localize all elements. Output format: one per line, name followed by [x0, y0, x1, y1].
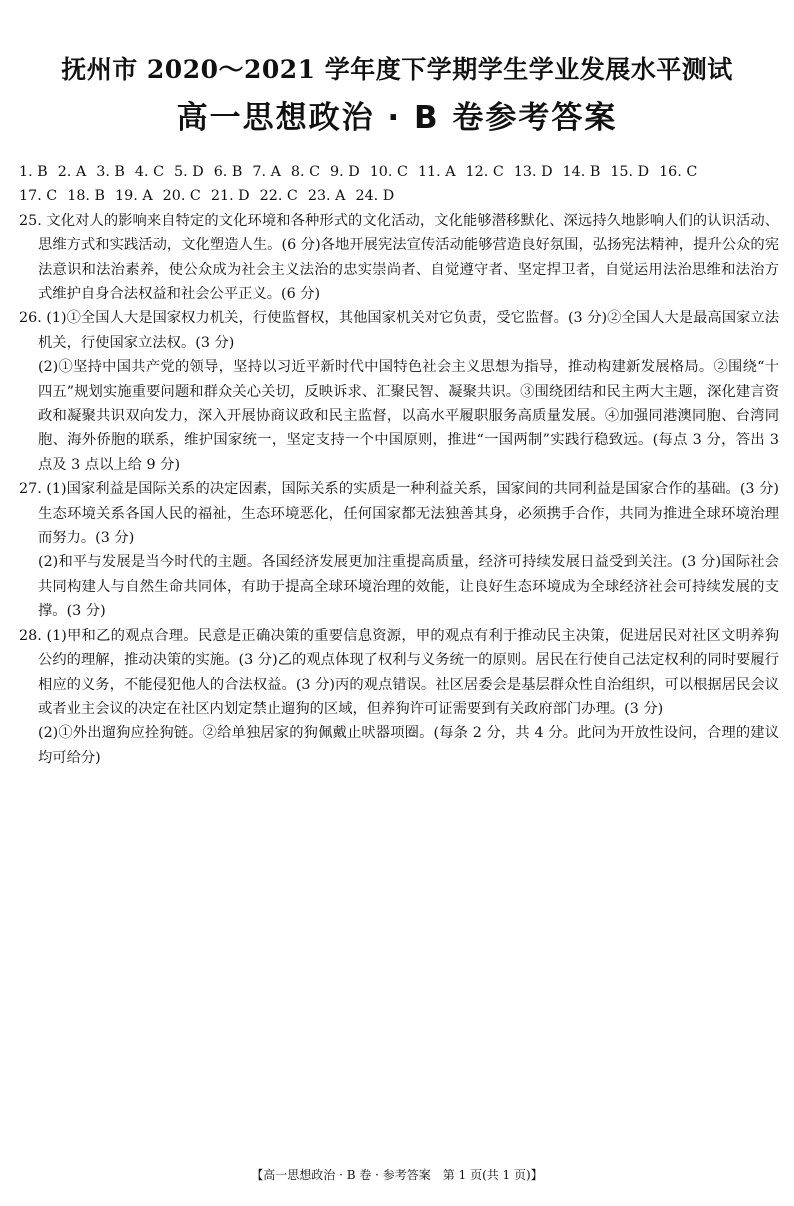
choice-answer: 6. B — [213, 164, 243, 180]
choice-answer: 9. D — [330, 164, 360, 180]
choice-answer: 4. C — [134, 164, 165, 180]
choice-answers-row-2 — [19, 184, 779, 208]
question-26 — [19, 306, 779, 477]
choice-answer: 11. A — [417, 164, 456, 180]
choice-answer: 1. B — [19, 164, 48, 180]
answer-paragraph: 25. 文化对人的影响来自特定的文化环境和各种形式的文化活动，文化能够潜移默化、深远持久地影响人们的认识活动、思维方式和实践活动，文化塑造人生。(6 分)各地开展宪法宣传活动能够营造良好氛围，弘扬宪法精神，提升公众的宪法意识和法治素养，使公众成为社会主义法治的忠实崇尚者、自觉遵守者、坚定捍卫者，自觉运用法治思维和法治方式维护自身合法权益和社会公平正义。(6 分) — [19, 212, 779, 302]
answer-content — [19, 160, 779, 770]
choice-answer: 24. D — [355, 188, 395, 205]
choice-answers-row-1 — [19, 160, 779, 184]
page-footer: 【高一思想政治 · B 卷 · 参考答案 第 1 页(共 1 页)】 — [251, 1168, 543, 1182]
document-subtitle: 高一思想政治 · B 卷参考答案 — [176, 100, 618, 136]
choice-answer: 15. D — [610, 164, 650, 180]
choice-answer: 3. B — [96, 164, 125, 180]
choice-answer: 22. C — [259, 188, 298, 205]
answer-paragraph: (2)和平与发展是当今时代的主题。各国经济发展更加注重提高质量，经济可持续发展日益受到关注。(3 分)国际社会共同构建人与自然生命共同体，有助于提高全球环境治理的效能，让良好生态环境成为全球经济社会可持续发展的支撑。(3 分) — [38, 554, 779, 620]
answer-paragraph: 26. (1)①全国人大是国家权力机关，行使监督权，其他国家机关对它负责，受它监督。(3 分)②全国人大是最高国家立法机关，行使国家立法权。(3 分) — [19, 310, 779, 351]
choice-answer: 21. D — [210, 188, 250, 205]
choice-answer: 23. A — [307, 188, 346, 205]
choice-answer: 14. B — [562, 164, 601, 180]
choice-answer: 2. A — [57, 164, 87, 180]
choice-answer: 10. C — [369, 164, 408, 180]
choice-answer: 20. C — [162, 188, 201, 205]
question-28 — [19, 624, 779, 770]
answer-paragraph: (2)①坚持中国共产党的领导，坚持以习近平新时代中国特色社会主义思想为指导，推动构建新发展格局。②围绕“十四五”规划实施重要问题和群众关心关切，反映诉求、汇聚民智、凝聚共识。③围绕团结和民主两大主题，深化建言资政和凝聚共识双向发力，深入开展协商议政和民主监督，以高水平履职服务高质量发展。④加强同港澳同胞、台湾同胞、海外侨胞的联系，维护国家统一，坚定支持一个中国原则，推进“一国两制”实践行稳致远。(每点 3 分，答出 3 点及 3 点以上给 9 分) — [38, 359, 779, 473]
answer-paragraph: 27. (1)国家利益是国际关系的决定因素，国际关系的实质是一种利益关系，国家间的共同利益是国家合作的基础。(3 分)生态环境关系各国人民的福祉，生态环境恶化，任何国家都无法独善其身，必须携手合作，共同为推进全球环境治理而努力。(3 分) — [19, 481, 779, 547]
answer-paragraph: 28. (1)甲和乙的观点合理。民意是正确决策的重要信息资源，甲的观点有利于推动民主决策，促进居民对社区文明养狗公约的理解，推动决策的实施。(3 分)乙的观点体现了权利与义务统一的原则。居民在行使自己法定权利的同时要履行相应的义务，不能侵犯他人的合法权益。(3 分)丙的观点错误。社区居委会是基层群众性自治组织，可以根据居民会议或者业主会议的决定在社区内划定禁止遛狗的区域，但养狗许可证需要到有关政府部门办理。(3 分) — [19, 627, 779, 717]
choice-answer: 13. D — [513, 164, 553, 180]
choice-answer: 7. A — [252, 164, 281, 180]
question-25 — [19, 209, 779, 307]
choice-answer: 16. C — [659, 164, 698, 180]
choice-answer: 12. C — [465, 164, 504, 180]
choice-answer: 18. B — [67, 188, 106, 205]
choice-answer: 19. A — [115, 188, 153, 205]
question-27 — [19, 477, 779, 623]
answer-paragraph: (2)①外出遛狗应拴狗链。②给单独居家的狗佩戴止吠器项圈。(每条 2 分，共 4 分。此问为开放性设问，合理的建议均可给分) — [38, 725, 779, 766]
document-title: 抚州市 2020～2021 学年度下学期学生学业发展水平测试 — [61, 55, 733, 84]
choice-answer: 8. C — [290, 164, 321, 180]
choice-answer: 17. C — [19, 188, 58, 205]
choice-answer: 5. D — [174, 164, 204, 180]
